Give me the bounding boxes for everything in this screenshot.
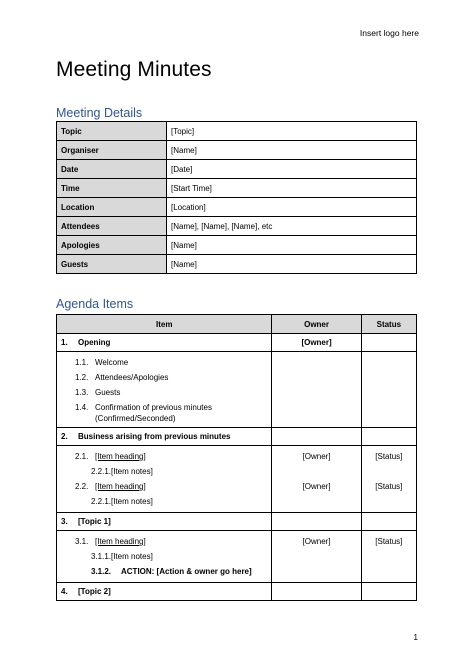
column-header-item: Item <box>57 315 272 334</box>
table-row <box>57 236 417 255</box>
subitem-status[interactable]: [Status] <box>361 531 416 583</box>
subitem-notes: 3.1.1.[Item notes] <box>91 552 153 561</box>
item-title: Opening <box>78 338 111 347</box>
action-item: 3.1.2. ACTION: [Action & owner go here] <box>91 567 252 576</box>
subitem: 1.1. Welcome <box>75 358 129 367</box>
subitem-heading: 3.1. [Item heading] <box>75 537 146 546</box>
table-row <box>57 255 417 274</box>
detail-label: Guests <box>57 255 167 274</box>
subitem-notes: 2.2.1.[Item notes] <box>91 497 153 506</box>
detail-label: Organiser <box>57 141 167 160</box>
detail-value[interactable]: [Start Time] <box>167 179 417 198</box>
detail-value[interactable]: [Name] <box>167 255 417 274</box>
subitem-statuses[interactable]: [Status] [Status] <box>361 446 416 513</box>
table-row <box>57 531 417 583</box>
agenda-table <box>56 314 417 601</box>
detail-value[interactable]: [Topic] <box>167 122 417 141</box>
item-owner[interactable]: [Owner] <box>272 334 361 352</box>
table-row <box>57 217 417 236</box>
subitem-notes: 2.2.1.[Item notes] <box>91 467 153 476</box>
subitem-heading: 2.2. [Item heading] <box>75 482 146 491</box>
detail-value[interactable]: [Name] <box>167 236 417 255</box>
agenda-item-4[interactable]: 4. [Topic 2] <box>57 583 272 601</box>
subitem-owner[interactable]: [Owner] <box>272 531 361 583</box>
table-row <box>57 513 417 531</box>
document-title: Meeting Minutes <box>56 58 212 81</box>
column-header-status: Status <box>361 315 416 334</box>
meeting-details-heading: Meeting Details <box>56 106 143 120</box>
agenda-item-2-subitems[interactable] <box>57 446 272 513</box>
table-row <box>57 122 417 141</box>
table-row <box>57 334 417 352</box>
table-row <box>57 160 417 179</box>
column-header-owner: Owner <box>272 315 361 334</box>
detail-label: Date <box>57 160 167 179</box>
meeting-details-table <box>56 121 417 274</box>
table-row <box>57 141 417 160</box>
detail-label: Time <box>57 179 167 198</box>
subitem-owners[interactable]: [Owner] [Owner] <box>272 446 361 513</box>
agenda-item-1[interactable] <box>57 334 272 352</box>
detail-value[interactable]: [Location] <box>167 198 417 217</box>
agenda-item-1-subitems[interactable] <box>57 352 272 428</box>
detail-value[interactable]: [Date] <box>167 160 417 179</box>
table-header-row <box>57 315 417 334</box>
logo-placeholder: Insert logo here <box>359 28 419 38</box>
agenda-item-2[interactable]: 2. Business arising from previous minutes <box>57 428 272 446</box>
detail-label: Topic <box>57 122 167 141</box>
detail-label: Attendees <box>57 217 167 236</box>
item-status[interactable] <box>361 334 416 352</box>
table-row <box>57 352 417 428</box>
detail-label: Apologies <box>57 236 167 255</box>
subitem-heading: 2.1. [Item heading] <box>75 452 146 461</box>
table-row <box>57 446 417 513</box>
table-row <box>57 179 417 198</box>
subitem: 1.2. Attendees/Apologies <box>75 373 169 382</box>
table-row <box>57 583 417 601</box>
detail-label: Location <box>57 198 167 217</box>
agenda-item-3-subitems[interactable] <box>57 531 272 583</box>
item-number: 1. <box>61 338 68 347</box>
detail-value[interactable]: [Name], [Name], [Name], etc <box>167 217 417 236</box>
subitem: 1.4. Confirmation of previous minutes (Confirmed/Seconded) <box>75 403 212 423</box>
page-number: 1 <box>413 633 418 642</box>
detail-value[interactable]: [Name] <box>167 141 417 160</box>
agenda-item-3[interactable]: 3. [Topic 1] <box>57 513 272 531</box>
subitem: 1.3. Guests <box>75 388 121 397</box>
table-row <box>57 428 417 446</box>
table-row <box>57 198 417 217</box>
agenda-items-heading: Agenda Items <box>56 297 134 311</box>
